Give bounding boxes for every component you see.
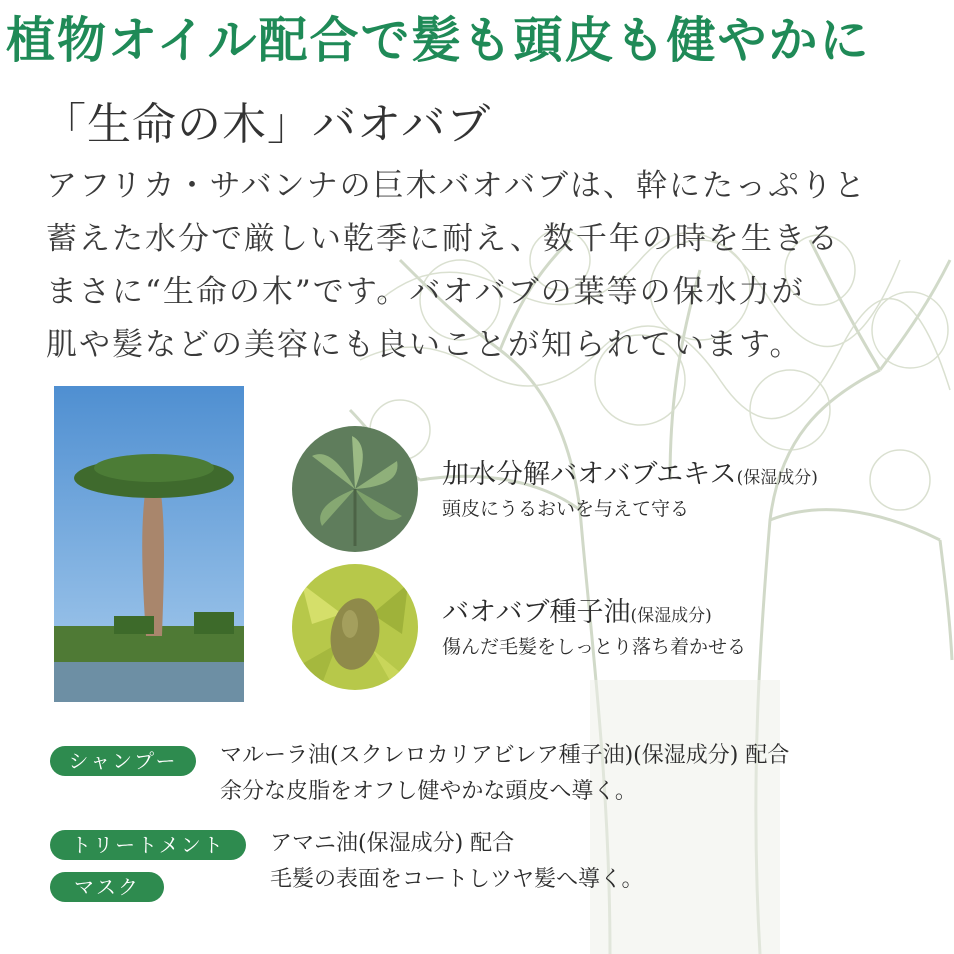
baobab-leaf-image	[292, 426, 418, 552]
shampoo-line: 余分な皮脂をオフし健やかな頭皮へ導く。	[220, 779, 637, 804]
headline: 植物オイル配合で髪も頭皮も健やかに	[6, 12, 871, 69]
intro-paragraph	[46, 160, 886, 372]
treatment-description	[270, 826, 644, 898]
treatment-line: 毛髪の表面をコートしツヤ髪へ導く。	[270, 867, 644, 892]
mask-tag: マスク	[50, 872, 164, 902]
baobab-tree-photo	[54, 386, 244, 702]
treatment-tag: トリートメント	[50, 830, 246, 860]
intro-line: 蓄えた水分で厳しい乾季に耐え、数千年の時を生きる	[46, 221, 840, 257]
shampoo-tag: シャンプー	[50, 746, 196, 776]
treatment-line: アマニ油(保湿成分) 配合	[270, 831, 515, 856]
intro-line: 肌や髪などの美容にも良いことが知られています。	[46, 327, 803, 363]
baobab-fruit-image	[292, 564, 418, 690]
intro-line: アフリカ・サバンナの巨木バオバブは、幹にたっぷりと	[46, 168, 867, 204]
ingredient-description: 頭皮にうるおいを与えて守る	[442, 498, 690, 520]
section-title: 「生命の木」バオバブ	[42, 99, 492, 150]
shampoo-line: マルーラ油(スクレロカリアビレア種子油)(保湿成分) 配合	[220, 743, 790, 768]
ingredient-name: バオバブ種子油(保湿成分)	[442, 597, 712, 628]
ingredient-description: 傷んだ毛髪をしっとり落ち着かせる	[442, 636, 747, 658]
ingredient-name: 加水分解バオバブエキス(保湿成分)	[442, 459, 818, 490]
intro-line: まさに“生命の木”です。バオバブの葉等の保水力が	[46, 274, 805, 310]
shampoo-description	[220, 738, 789, 810]
